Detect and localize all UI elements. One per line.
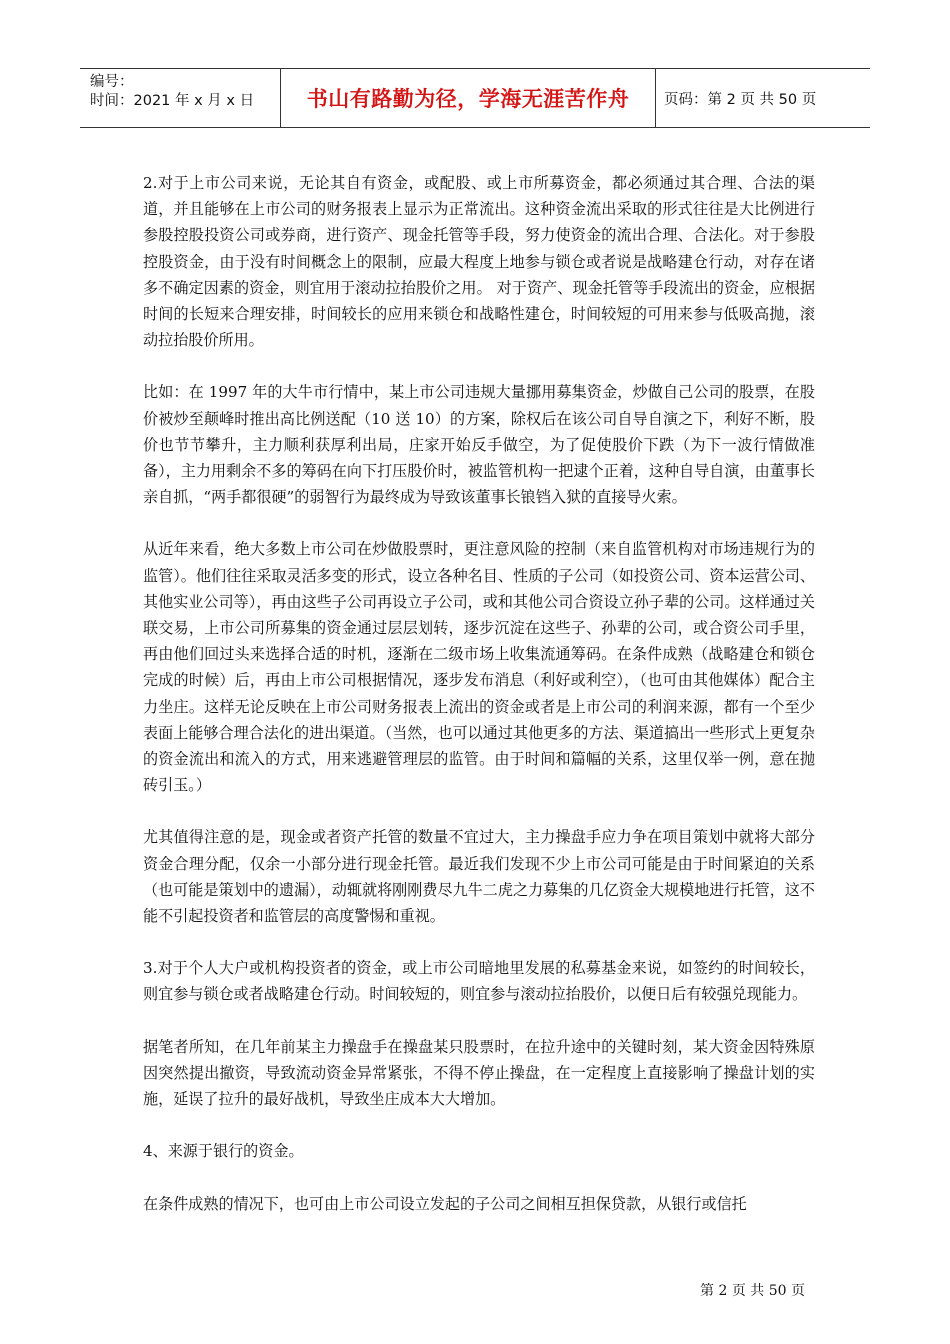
header-page-info: 页码：第 2 页 共 50 页 [664,91,817,108]
paragraph: 从近年来看，绝大多数上市公司在炒做股票时，更注意风险的控制（来自监管机构对市场违规行为的监管）。他们往往采取灵活多变的形式，设立各种名目、性质的子公司（如投资公司、资本运营公司、其他实业公司等），再由这些子公司再设立子公司，或和其他公司合资设立孙子辈的公司。这样通过关联交易，上市公司所募集的资金通过层层划转，逐步沉淀在这些子、孙辈的公司，或合资公司手里，再由他们回过头来选择合适的时机，逐渐在二级市场上收集流通筹码。在条件成熟（战略建仓和锁仓完成的时候）后，再由上市公司根据情况，逐步发布消息（利好或利空），（也可由其他媒体）配合主力坐庄。这样无论反映在上市公司财务报表上流出的资金或者是上市公司的利润来源，都有一个至少表面上能够合理合法化的进出渠道。（当然，也可以通过其他更多的方法、渠道搞出一些形式上更复杂的资金流出和流入的方式，用来逃避管理层的监管。由于时间和篇幅的关系，这里仅举一例，意在抛砖引玉。） [143,540,815,795]
paragraph: 比如：在 1997 年的大牛市行情中，某上市公司违规大量挪用募集资金，炒做自己公司的股票，在股价被炒至颠峰时推出高比例送配（10 送 10）的方案，除权后在该公司自导自演之下，利好不断，股价也节节攀升，主力顺利获厚利出局，庄家开始反手做空，为了促使股价下跌（为下一波行情做准备），主力用剩余不多的筹码在向下打压股价时，被监管机构一把逮个正着，这种自导自演，由董事长亲自抓，“两手都很硬”的弱智行为最终成为导致该董事长锒铛入狱的直接导火索。 [143,383,815,507]
document-number-label: 编号： [90,74,134,90]
paragraph: 3.对于个人大户或机构投资者的资金，或上市公司暗地里发展的私募基金来说，如签约的时间较长，则宜参与锁仓或者战略建仓行动。时间较短的，则宜参与滚动拉抬股价，以便日后有较强兑现能力。 [143,959,815,1004]
paragraph: 2.对于上市公司来说，无论其自有资金，或配股、或上市所募资金，都必须通过其合理、合法的渠道，并且能够在上市公司的财务报表上显示为正常流出。这种资金流出采取的形式往往是大比例进行参股控股投资公司或券商，进行资产、现金托管等手段，努力使资金的流出合理、合法化。对于参股控股资金，由于没有时间概念上的限制，应最大程度上地参与锁仓或者说是战略建仓行动，对存在诸多不确定因素的资金，则宜用于滚动拉抬股价之用。 对于资产、现金托管等手段流出的资金，应根据时间的长短来合理安排，时间较长的应用来锁仓和战略性建仓，时间较短的可用来参与低吸高抛，滚动拉抬股价所用。 [143,174,815,350]
document-date: 时间：2021 年 x 月 x 日 [90,93,255,109]
page-header [80,68,870,128]
header-motto: 书山有路勤为径，学海无涯苦作舟 [281,69,656,127]
page-footer: 第 2 页 共 50 页 [700,1283,805,1299]
paragraph: 在条件成熟的情况下，也可由上市公司设立发起的子公司之间相互担保贷款，从银行或信托 [143,1194,747,1213]
section-heading: 4、来源于银行的资金。 [143,1142,304,1161]
paragraph: 据笔者所知，在几年前某主力操盘手在操盘某只股票时，在拉升途中的关键时刻，某大资金因特殊原因突然提出撤资，导致流动资金异常紧张，不得不停止操盘，在一定程度上直接影响了操盘计划的实施，延误了拉升的最好战机，导致坐庄成本大大增加。 [143,1037,815,1109]
header-meta [80,69,281,127]
paragraph: 尤其值得注意的是，现金或者资产托管的数量不宜过大，主力操盘手应力争在项目策划中就将大部分资金合理分配，仅余一小部分进行现金托管。最近我们发现不少上市公司可能是由于时间紧迫的关系（也可能是策划中的遗漏），动辄就将刚刚费尽九牛二虎之力募集的几亿资金大规模地进行托管，这不能不引起投资者和监管层的高度警惕和重视。 [143,828,815,926]
document-body [143,170,815,1243]
